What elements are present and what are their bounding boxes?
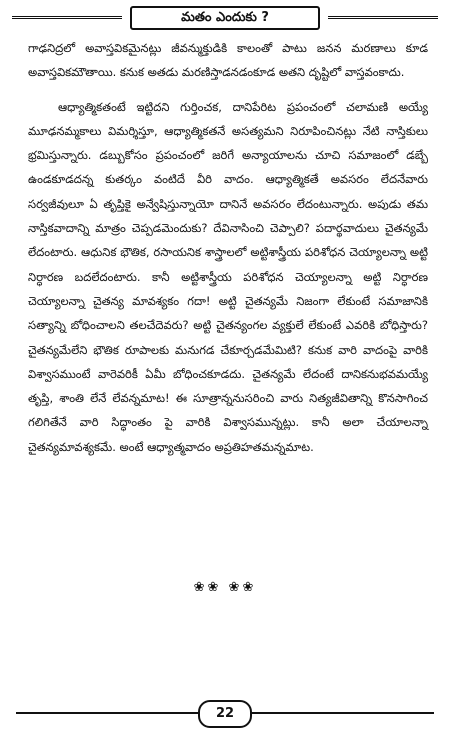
page-title: మతం ఎందుకు ? (130, 6, 320, 30)
header-rule-left (12, 16, 122, 19)
page-footer (16, 700, 434, 728)
page-header (12, 6, 438, 28)
page-number: 22 (198, 700, 252, 728)
paragraph-1: గాఢనిద్రలో అవాస్తవికమైనట్లు జీవన్ముక్తుడికి కాలంతో పాటు జనన మరణాలు కూడ అవాస్తవికమౌతాయి. కనుక అతడు మరణిస్తాడనడంకూడ అతని దృష్టిలో వాస్తవంకాదు. (28, 41, 428, 80)
paragraph-2: ఆధ్యాత్మికతంటే ఇట్టిదని గుర్తించక, దానిపేరిట ప్రపంచంలో చలామణి అయ్యే మూఢనమ్మకాలు విమర్శిస్తూ, ఆధ్యాత్మికతనే అసత్యమని నిరూపించినట్లు నేటి నాస్తికులు భ్రమిస్తున్నారు. డబ్బుకోసం ప్రపంచంలో జరిగే అన్యాయాలను చూచి సమాజంలో డబ్బే ఉండకూడదన్న కుతర్కం వంటిదే వీరి వాదం. ఆధ్యాత్మికతే అవసరం లేదనేవారు సర్వజీవులూ ఏ తృప్తికై అన్వేషిస్తున్నాయో దానినే అవసరం లేదంటున్నారు. అపుడు తమ నాస్తికవాదాన్ని మాత్రం చెప్పడమెందుకు? దేవినాసించి చెప్పాలి? పదార్థవాదులు చైతన్యమే లేదంటారు. ఆధునిక భౌతిక, రసాయనిక శాస్త్రాలలో అట్టిశాస్త్రీయ పరిశోధన చెయ్యాలన్నా అట్టి నిర్ధారణ బదలేదంటారు. కానీ అట్టిశాస్త్రీయ పరిశోధన చెయ్యాలన్నా అట్టి నిర్ధారణ చెయ్యాలన్నా చైతన్య మావశ్యకం గదా! అట్టి చైతన్యమే నిజంగా లేకుంటే సమాజానికి సత్యాన్ని బోధించాలని తలచేదెవరు? అట్టి చైతన్యంగల వ్యక్తులే లేకుంటే ఎవరికి బోధిస్తారు? చైతన్యమేలేని భౌతిక రూపాలకు మనుగడ చేకూర్చడమేమిటి? కనుక వారి వాదంపై వారికి విశ్వాసముంటే వారెవరికీ ఏమీ బోధించకూడదు. చైతన్యమే లేదంటే దానికనుభవమయ్యే తృప్తి, శాంతి లేనే లేవన్నమాట! ఈ సూత్రాన్ననుసరించి వారు నిత్యజీవితాన్ని కొనసాగించ గలిగితేనే వారి సిద్ధాంతం పై వారికి విశ్వాసమున్నట్లు. కానీ అలా చేయాలన్నా చైతన్యమావశ్యకమే. అంటే ఆధ్యాత్మవాదం అప్రతిహతమన్నమాట. (28, 99, 428, 454)
section-ornament: ❀❀ ❀❀ (193, 580, 257, 595)
page-content (28, 36, 428, 459)
header-rule-right (328, 16, 438, 19)
